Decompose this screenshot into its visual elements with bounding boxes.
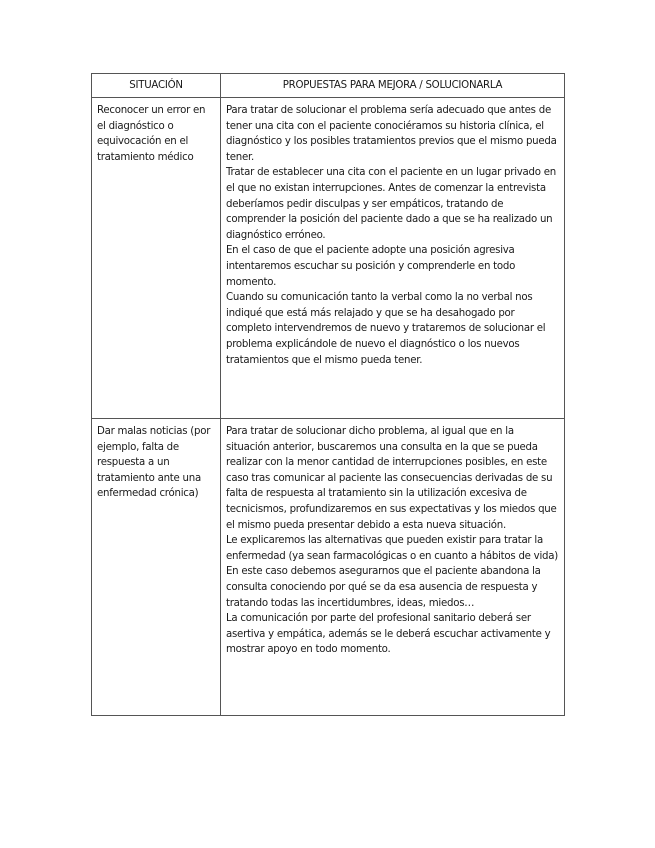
header-situation: SITUACIÓN xyxy=(92,74,221,98)
proposal-paragraph: Le explicaremos las alternativas que pueden existir para tratar la enfermedad (ya sean farmacológicas o en cuanto a hábitos de vida) xyxy=(226,535,558,562)
situation-cell xyxy=(92,98,221,419)
proposal-paragraph: En el caso de que el paciente adopte una posición agresiva intentaremos escuchar su posición y comprenderle en todo momento. xyxy=(226,245,516,288)
proposal-cell xyxy=(221,419,565,716)
proposal-paragraph: Tratar de establecer una cita con el paciente en un lugar privado en el que no existan interrupciones. Antes de comenzar la entrevista deberíamos pedir disculpas y ser empáticos, tratando de comprender la posición del paciente dado a que se ha realizado un diagnóstico erróneo. xyxy=(226,167,556,241)
proposal-paragraph: La comunicación por parte del profesional sanitario deberá ser asertiva y empática, además se le deberá escuchar activamente y mostrar apoyo en todo momento. xyxy=(226,613,551,656)
table-header-row xyxy=(92,74,565,98)
situation-text: Dar malas noticias (por ejemplo, falta de respuesta a un tratamiento ante una enfermedad crónica) xyxy=(97,426,211,500)
table-row xyxy=(92,98,565,419)
proposal-cell xyxy=(221,98,565,419)
proposal-paragraph: Cuando su comunicación tanto la verbal como la no verbal nos indiqué que está más relajado y que se ha desahogado por completo intervendremos de nuevo y trataremos de solucionar el problema explicándole de nuevo el diagnóstico o los nuevos tratamientos que el mismo pueda tener. xyxy=(226,292,546,366)
situation-text: Reconocer un error en el diagnóstico o equivocación en el tratamiento médico xyxy=(97,105,206,163)
situation-cell xyxy=(92,419,221,716)
header-proposals: PROPUESTAS PARA MEJORA / SOLUCIONARLA xyxy=(221,74,565,98)
proposal-paragraph: Para tratar de solucionar el problema sería adecuado que antes de tener una cita con el paciente conociéramos su historia clínica, el diagnóstico y los posibles tratamientos previos que el mismo pueda tener. xyxy=(226,105,557,163)
proposals-table xyxy=(91,73,565,716)
table-row xyxy=(92,419,565,716)
proposal-paragraph: En este caso debemos asegurarnos que el paciente abandona la consulta conociendo por qué se da esa ausencia de respuesta y tratando todas las incertidumbres, ideas, miedos… xyxy=(226,566,541,609)
proposal-paragraph: Para tratar de solucionar dicho problema, al igual que en la situación anterior, buscaremos una consulta en la que se pueda realizar con la menor cantidad de interrupciones posibles, en este caso tras comunicar al paciente las consecuencias derivadas de su falta de respuesta al tratamiento sin la utilización excesiva de tecnicismos, profundizaremos en sus expectativas y los miedos que el mismo pueda presentar debido a esta nueva situación. xyxy=(226,426,557,531)
